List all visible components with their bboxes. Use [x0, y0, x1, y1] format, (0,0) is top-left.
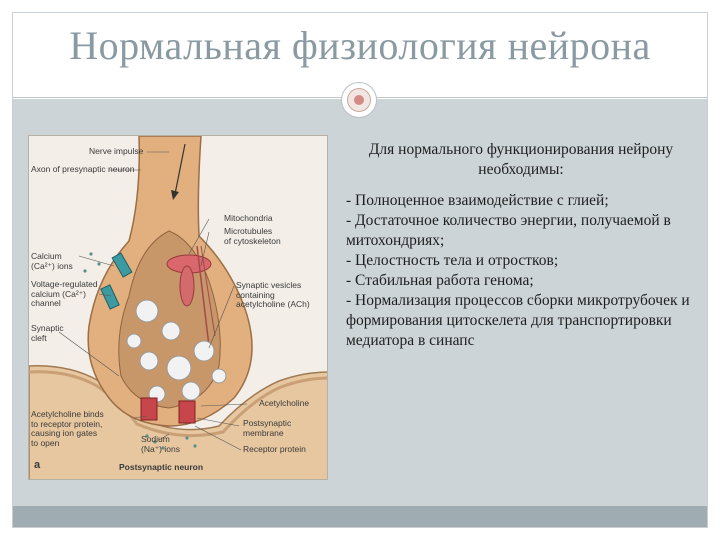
- label-mitochondria: Mitochondria: [224, 213, 273, 223]
- label-axon: Axon of presynaptic neuron: [31, 164, 135, 174]
- label-postsynaptic-membrane: Postsynaptic membrane: [243, 418, 292, 438]
- list-item: - Полноценное взаимодействие с глией;: [346, 192, 609, 209]
- label-postsynaptic-neuron: Postsynaptic neuron: [119, 462, 204, 472]
- synapse-illustration: [28, 135, 328, 480]
- label-acetylcholine: Acetylcholine: [259, 398, 310, 408]
- label-sodium-ions: Sodium (Na⁺) ions: [141, 434, 180, 454]
- label-calcium-ions: Calcium (Ca²⁺) ions: [31, 251, 73, 271]
- list-item: - Нормализация процессов сборки микротрубочек и формирования цитоскелета для транспортировки медиатора в синапс: [346, 292, 690, 349]
- list-item: - Достаточное количество энергии, получаемой в митохондриях;: [346, 212, 671, 249]
- label-receptor-protein: Receptor protein: [243, 444, 306, 454]
- panel-letter: a: [34, 459, 41, 471]
- label-synaptic-cleft: Synaptic cleft: [31, 323, 64, 343]
- body-text: [346, 140, 696, 351]
- label-nerve-impulse: Nerve impulse: [89, 146, 144, 156]
- requirements-list: [346, 191, 696, 351]
- label-synaptic-vesicles: Synaptic vesicles containing acetylcholine (ACh): [236, 280, 310, 309]
- brain-medallion-icon: [341, 82, 377, 118]
- label-ach-binds: Acetylcholine binds to receptor protein, causing ion gates to open: [31, 409, 104, 448]
- slide-title: Нормальная физиология нейрона: [69, 23, 651, 68]
- label-microtubules: Microtubules of cytoskeleton: [224, 226, 281, 246]
- list-item: - Стабильная работа генома;: [346, 272, 534, 289]
- footer-bar: [13, 506, 707, 527]
- label-voltage-channel: Voltage-regulated calcium (Ca²⁺) channel: [31, 279, 98, 308]
- list-item: - Целостность тела и отростков;: [346, 252, 559, 269]
- intro-text: Для нормального функционирования нейрону необходимы:: [368, 141, 674, 178]
